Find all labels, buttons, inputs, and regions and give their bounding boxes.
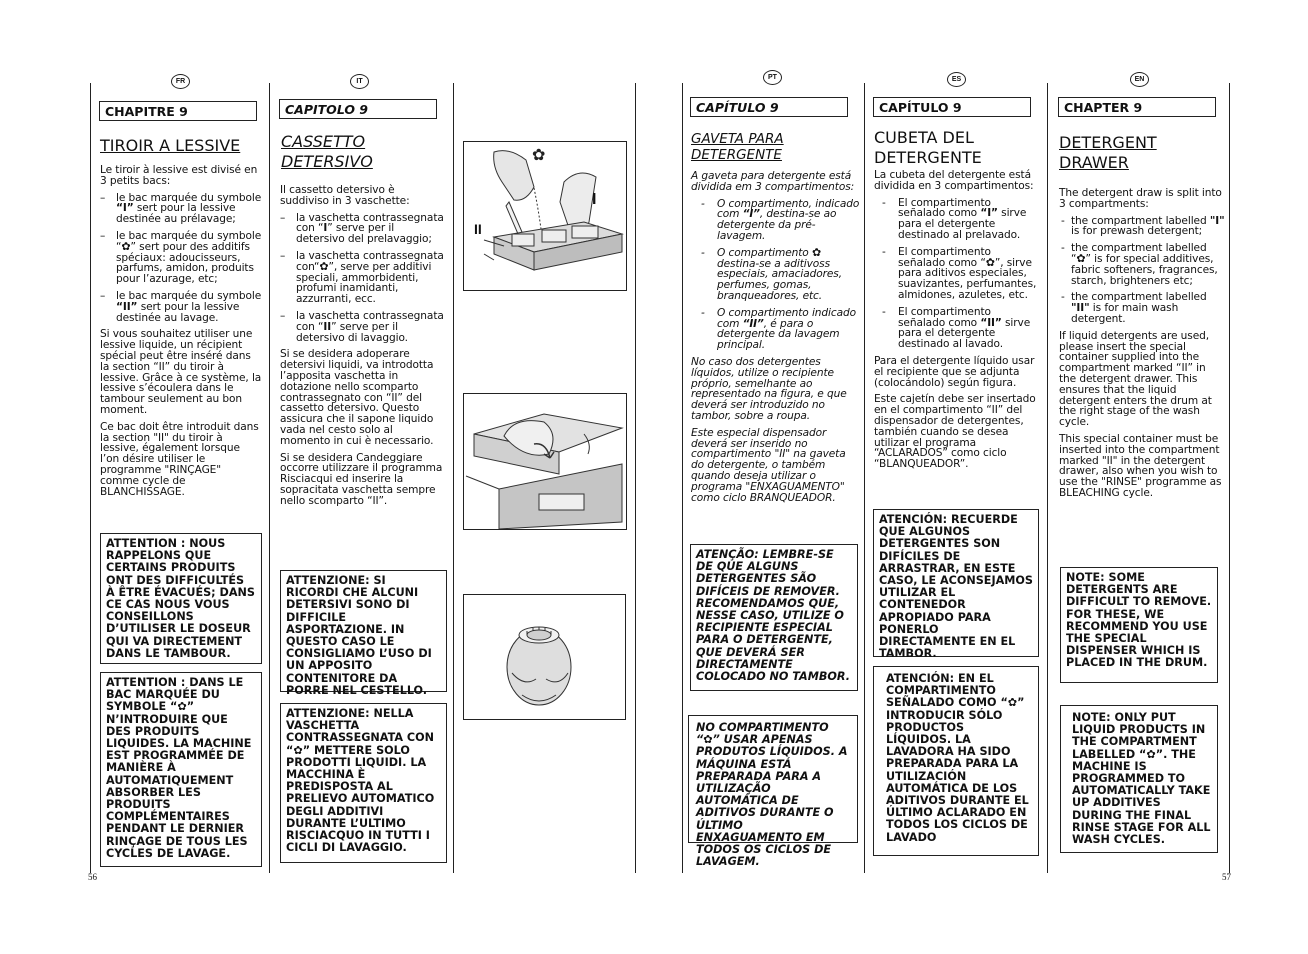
- dispenser-ball-illustration: [464, 595, 625, 719]
- column-rule: [269, 83, 270, 873]
- section-title-it: CASSETTO DETERSIVO: [281, 132, 373, 171]
- flower-icon: ✿: [1076, 251, 1086, 265]
- column-rule: [635, 83, 636, 873]
- section-title-pt: GAVETA PARA DETERGENTE: [691, 131, 784, 163]
- list-item: - O compartimento indicado com “II”, é para o detergente da lavagem principal.: [701, 306, 857, 352]
- warning-box-fr-2: ATTENTION : DANS LE BAC MARQUÉE DU SYMBOLE “✿” N’INTRODUIRE QUE DES PRODUITS LIQUIDES. LA MACHINE EST PROGRAMMÉE DE MANIÈRE À AUTOMATIQUEMENT ABSORBER LES PRODUITS COMPLÉMENTAIRES PENDANT LE DERNIER RINÇAGE DE TOUS LES CYCLES DE LAVAGE.: [100, 672, 262, 867]
- warning-box-es-2: ATENCIÓN: EN EL COMPARTIMENTO SEÑALADO COMO “✿” INTRODUCIR SÓLO PRODUCTOS LÍQUIDOS. LA LAVADORA HA SIDO PREPARADA PARA LA UTILIZACIÓN AUTOMÁTICA DE LOS ADITIVOS DURANTE EL ÚLTIMO ACLARADO EN TODOS LOS CICLOS DE LAVADO: [873, 666, 1039, 856]
- chapter-heading-en: CHAPTER 9: [1058, 97, 1216, 117]
- intro-text: La cubeta del detergente está dividida en 3 compartimentos:: [874, 169, 1034, 192]
- paragraph: Para el detergente líquido usar el recipiente que se adjunta (colocándolo) según figura.: [874, 354, 1035, 389]
- figure-pouring-detergent: [463, 141, 627, 291]
- warning-box-en-2: NOTE: ONLY PUT LIQUID PRODUCTS IN THE COMPARTMENT LABELLED “✿”. THE MACHINE IS PROGRAMMED TO AUTOMATICALLY TAKE UP ADDITIVES DURING THE FINAL RINSE STAGE FOR ALL WASH CYCLES.: [1060, 705, 1218, 853]
- paragraph: Ce bac doit être introduit dans la section "II" du tiroir à lessive, également lorsque l’on désire utiliser le programme "RINÇAGE" comme cycle de BLANCHISSAGE.: [100, 420, 259, 498]
- column-rule: [453, 83, 454, 873]
- pouring-illustration: [464, 142, 626, 290]
- chapter-heading-it: CAPITOLO 9: [279, 99, 437, 119]
- list-item: - the compartment labelled "I" is for prewash detergent;: [1061, 214, 1225, 238]
- warning-box-es-1: ATENCIÓN: RECUERDE QUE ALGUNOS DETERGENTES SON DIFÍCILES DE ARRASTRAR, EN ESTE CASO, LE ACONSEJAMOS UTILIZAR EL CONTENEDOR APROPIADO PARA PONERLO DIRECTAMENTE EN EL TAMBOR.: [873, 509, 1039, 657]
- figure-drawer-container: [463, 393, 627, 530]
- list-item: - El compartimento señalado como “I” sirve para el detergente destinado al prelavado.: [882, 196, 1027, 241]
- page-number-left: 56: [88, 872, 97, 882]
- chapter-heading-es: CAPÍTULO 9: [873, 97, 1031, 117]
- warning-box-fr-1: ATTENTION : NOUS RAPPELONS QUE CERTAINS PRODUITS ONT DES DIFFICULTÉS À ÊTRE ÉVACUÉS; DANS CE CAS NOUS VOUS CONSEILLONS D’UTILISER LE DOSEUR QUI VA DIRECTEMENT DANS LE TAMBOUR.: [100, 533, 262, 664]
- figure-liquid-dispenser: [463, 594, 626, 720]
- flower-icon: ✿: [985, 255, 995, 269]
- intro-text: The detergent draw is split into 3 compartments:: [1059, 187, 1222, 210]
- label-I: I: [592, 191, 597, 208]
- body-text-es: [874, 170, 1039, 476]
- warning-box-en-1: NOTE: SOME DETERGENTS ARE DIFFICULT TO REMOVE. FOR THESE, WE RECOMMEND YOU USE THE SPECIAL DISPENSER WHICH IS PLACED IN THE DRUM.: [1060, 567, 1218, 683]
- label-II: II: [474, 221, 482, 237]
- column-rule: [682, 83, 683, 873]
- list-item: - El compartimento señalado como “✿”, sirve para aditivos especiales, suavizantes, perfumantes, almidones, azuletes, etc.: [882, 245, 1037, 301]
- chapter-heading-fr: CHAPITRE 9: [99, 101, 257, 121]
- list-item: – le bac marquée du symbole “✿” sert pour des additifs spéciaux: adoucisseurs, parfums, amidon, produits pour l’azurage, etc;: [100, 229, 262, 286]
- section-title-es: CUBETA DEL DETERGENTE: [874, 128, 982, 167]
- list-item: - the compartment labelled “✿” is for special additives, fabric softeners, fragrances, starch, brighteners etc;: [1061, 242, 1218, 287]
- flower-icon: ✿: [532, 145, 546, 164]
- column-rule: [864, 83, 865, 873]
- paragraph: If liquid detergents are used, please insert the special container supplied into the compartment marked “II” in the detergent drawer. This ensures that the liquid detergent enters the drum at the right stage of the wash cycle.: [1059, 329, 1212, 429]
- column-rule: [1229, 83, 1230, 873]
- list-item: - O compartimento ✿ destina-se a aditivoss especiais, amaciadores, perfumes, gomas, branqueadores, etc.: [701, 245, 842, 302]
- list-item: - O compartimento, indicado com “I”, destina-se ao detergente da pré-lavagem.: [701, 197, 860, 242]
- list-item: - El compartimento señalado como “II” sirve para el detergente destinado al lavado.: [882, 305, 1031, 351]
- language-badge-it: IT: [350, 74, 369, 89]
- intro-text: Le tiroir à lessive est divisé en 3 petits bacs:: [100, 164, 258, 187]
- warning-box-it-2: ATTENZIONE: NELLA VASCHETTA CONTRASSEGNATA CON “✿” METTERE SOLO PRODOTTI LIQUIDI. LA MACCHINA È PREDISPOSTA AL PRELIEVO AUTOMATICO DEGLI ADDITIVI DURANTE L’ULTIMO RISCIACQUO IN TUTTI I CICLI DI LAVAGGIO.: [280, 703, 447, 863]
- warning-box-it-1: ATTENZIONE: SI RICORDI CHE ALCUNI DETERSIVI SONO DI DIFFICILE ASPORTAZIONE. IN QUESTO CASO LE CONSIGLIAMO L’USO DI UN APPOSITO CONTENITORE DA PORRE NEL CESTELLO.: [280, 570, 447, 692]
- language-badge-fr: FR: [171, 74, 190, 89]
- paragraph: Si se desidera Candeggiare occorre utilizzare il programma Risciacqui ed inserire la sopracitata vaschetta sempre nello scomparto “II”.: [280, 451, 443, 507]
- list-item: – la vaschetta contrassegnata con “II” serve per il detersivo di lavaggio.: [280, 309, 444, 344]
- body-text-pt: [691, 171, 861, 509]
- paragraph: Este cajetín debe ser insertado en el compartimento “II” del dispensador de detergentes, también cuando se desea utilizar el programa “ACLARADOS” como ciclo “BLANQUEADOR”.: [874, 393, 1036, 471]
- flower-icon: ✿: [811, 245, 822, 259]
- drawer-illustration: [464, 394, 626, 529]
- column-rule: [90, 83, 91, 873]
- flower-icon: ✿: [121, 239, 131, 253]
- list-item: – le bac marquée du symbole “I” sert pour la lessive destinée au prélavage;: [100, 191, 262, 226]
- list-item: - the compartment labelled "II" is for main wash detergent.: [1061, 291, 1207, 325]
- paragraph: Si vous souhaitez utiliser une lessive liquide, un récipient spécial peut être inséré dans la section “II” du tiroir à lessive. Grâce à ce système, la lessive s’écoulera dans le tambour seulement au bon moment.: [100, 328, 262, 416]
- paragraph: Si se desidera adoperare detersivi liquidi, va introdotta l’apposita vaschetta in dotazione nello scomparto contrassegnato con “II” del cassetto detersivo. Questo assicura che il sapone liquido vada nel cesto solo al momento in cui è necessario.: [280, 348, 434, 447]
- chapter-heading-pt: CAPÍTULO 9: [690, 97, 848, 117]
- paragraph: Este especial dispensador deverá ser inserido no compartimento "II" na gaveta do detergente, o também quando deseja utilizar o programa "ENXAGUAMENTO" como ciclo BRANQUEADOR.: [691, 426, 846, 504]
- flower-icon: ✿: [319, 259, 329, 273]
- list-item: – la vaschetta contrassegnata con“✿”, serve per additivi speciali, ammorbidenti, profumi inamidanti, azzurranti, ecc.: [280, 249, 444, 306]
- body-text-it: [280, 185, 445, 513]
- intro-text: Il cassetto detersivo è suddiviso in 3 vaschette:: [280, 184, 410, 207]
- paragraph: This special container must be inserted into the compartment marked "II" in the detergent drawer, also when you wish to use the "RINSE" programme as BLEACHING cycle.: [1059, 432, 1222, 499]
- column-rule: [1047, 83, 1048, 873]
- body-text-fr: [100, 165, 262, 503]
- language-badge-es: ES: [947, 72, 966, 87]
- intro-text: A gaveta para detergente está dividida em 3 compartimentos:: [691, 170, 855, 193]
- paragraph: No caso dos detergentes líquidos, utilize o recipiente próprio, semelhante ao representado na figura, e que deverá ser introduzido no tambor, sobre a roupa.: [691, 355, 847, 422]
- list-item: – la vaschetta contrassegnata con “I” serve per il detersivo del prelavaggio;: [280, 211, 444, 246]
- list-item: – le bac marquée du symbole “II” sert pour la lessive destinée au lavage.: [100, 289, 262, 324]
- section-title-fr: TIROIR A LESSIVE: [100, 136, 241, 155]
- warning-box-pt-2: NO COMPARTIMENTO “✿” USAR APENAS PRODUTOS LÍQUIDOS. A MÁQUINA ESTÁ PREPARADA PARA A UTILIZAÇÃO AUTOMÁTICA DE ADITIVOS DURANTE O ÚLTIMO ENXAGUAMENTO EM TODOS OS CICLOS DE LAVAGEM.: [688, 715, 858, 843]
- section-title-en: DETERGENT DRAWER: [1059, 133, 1157, 172]
- warning-box-pt-1: ATENÇÃO: LEMBRE-SE DE QUE ALGUNS DETERGENTES SÃO DIFÍCEIS DE REMOVER. RECOMENDAMOS QUE, NESSE CASO, UTILIZE O RECIPIENTE ESPECIAL PARA O DETERGENTE, QUE DEVERÁ SER DIRECTAMENTE COLOCADO NO TAMBOR.: [690, 544, 858, 691]
- page-number-right: 57: [1222, 872, 1231, 882]
- language-badge-en: EN: [1130, 72, 1149, 87]
- language-badge-pt: PT: [763, 70, 782, 85]
- body-text-en: [1059, 188, 1225, 505]
